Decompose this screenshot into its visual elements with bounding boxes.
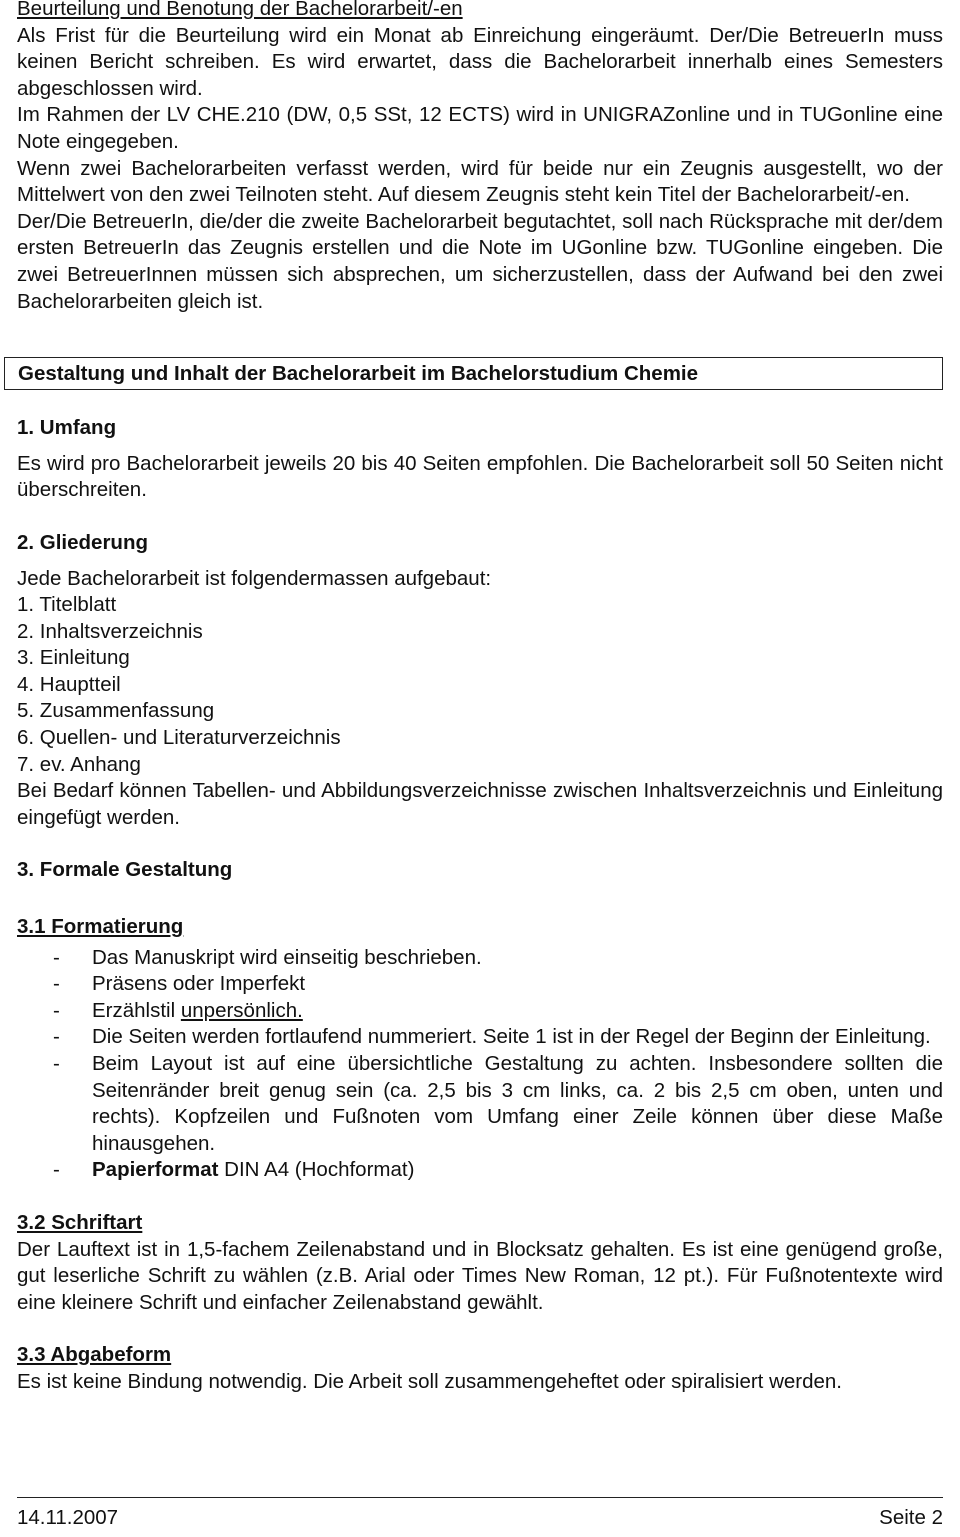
list-item: 1. Titelblatt — [17, 593, 117, 617]
heading-schriftart: 3.2 Schriftart — [17, 1210, 143, 1234]
list-item: - Die Seiten werden fortlaufend nummeriert. Seite 1 ist in der Regel der Beginn der Einleitung. — [53, 1025, 931, 1049]
heading-formatierung: 3.1 Formatierung — [17, 915, 184, 939]
heading-abgabeform: 3.3 Abgabeform — [17, 1343, 172, 1367]
footer-page-number: Seite 2 — [879, 1506, 943, 1530]
list-item: 5. Zusammenfassung — [17, 699, 215, 723]
list-item: 4. Hauptteil — [17, 672, 121, 696]
list-item: - Beim Layout ist auf eine übersichtliche Gestaltung zu achten. Insbesondere sollten die Seitenränder breit genug sein (ca. 2,5 bis 3 cm links, ca. 2 bis 2,5 cm oben, unten und rechts). Kopfzeilen und Fußnoten vom Umfang einer Zeile können über diese Maße hinausgehen. — [53, 1052, 943, 1155]
list-item: - Papierformat DIN A4 (Hochformat) — [53, 1158, 415, 1182]
paragraph-frist: Als Frist für die Beurteilung wird ein Monat ab Einreichung eingeräumt. Der/Die BetreuerIn muss keinen Bericht schreiben. Es wird erwartet, dass die Bachelorarbeit innerhalb eines Semesters abgeschlossen wird. — [17, 23, 943, 100]
heading-gliederung: 2. Gliederung — [17, 530, 148, 554]
heading-umfang: 1. Umfang — [17, 416, 117, 440]
list-item: 3. Einleitung — [17, 646, 130, 670]
gliederung-intro: Jede Bachelorarbeit ist folgendermassen aufgebaut: — [17, 566, 492, 590]
list-item: - Präsens oder Imperfekt — [53, 972, 306, 996]
paragraph-abgabeform: Es ist keine Bindung notwendig. Die Arbeit soll zusammengeheftet oder spiralisiert werden. — [17, 1369, 842, 1393]
page-footer — [17, 1497, 943, 1533]
list-item: 7. ev. Anhang — [17, 752, 141, 776]
gliederung-note: Bei Bedarf können Tabellen- und Abbildungsverzeichnisse zwischen Inhaltsverzeichnis und Einleitung eingefügt werden. — [17, 779, 943, 829]
boxed-section-heading: Gestaltung und Inhalt der Bachelorarbeit im Bachelorstudium Chemie — [4, 357, 943, 390]
list-item: 2. Inhaltsverzeichnis — [17, 619, 203, 643]
list-item: - Das Manuskript wird einseitig beschrieben. — [53, 945, 482, 969]
paragraph-lv-note: Im Rahmen der LV CHE.210 (DW, 0,5 SSt, 12 ECTS) wird in UNIGRAZonline und in TUGonline eine Note eingegeben. — [17, 103, 943, 153]
footer-date: 14.11.2007 — [17, 1506, 119, 1530]
section-title-beurteilung: Beurteilung und Benotung der Bachelorarbeit/-en — [17, 0, 463, 20]
formatierung-list — [17, 945, 943, 1184]
paragraph-umfang: Es wird pro Bachelorarbeit jeweils 20 bis 40 Seiten empfohlen. Die Bachelorarbeit soll 50 Seiten nicht überschreiten. — [17, 451, 943, 502]
heading-formale-gestaltung: 3. Formale Gestaltung — [17, 858, 233, 882]
list-item: - Erzählstil unpersönlich. — [53, 998, 303, 1022]
paragraph-zeugnis: Wenn zwei Bachelorarbeiten verfasst werden, wird für beide nur ein Zeugnis ausgestellt, wo der Mittelwert von den zwei Teilnoten steht. Auf diesem Zeugnis steht kein Titel der Bachelorarbeit/-en. — [17, 156, 943, 207]
list-item: 6. Quellen- und Literaturverzeichnis — [17, 726, 341, 750]
paragraph-betreuer: Der/Die BetreuerIn, die/der die zweite Bachelorarbeit begutachtet, soll nach Rücksprache mit der/dem ersten BetreuerIn das Zeugnis erstellen und die Note im UGonline bzw. TUGonline eingeben. Die zwei BetreuerInnen müssen sich absprechen, um sicherzustellen, dass der Aufwand bei den zwei Bachelorarbeiten gleich ist. — [17, 209, 943, 313]
paragraph-schriftart: Der Lauftext ist in 1,5-fachem Zeilenabstand und in Blocksatz gehalten. Es ist eine genügend große, gut leserliche Schrift zu wählen (z.B. Arial oder Times New Roman, 12 pt.). Für Fußnotentexte wird eine kleinere Schrift und einfacher Zeilenabstand gewählt. — [17, 1237, 943, 1314]
